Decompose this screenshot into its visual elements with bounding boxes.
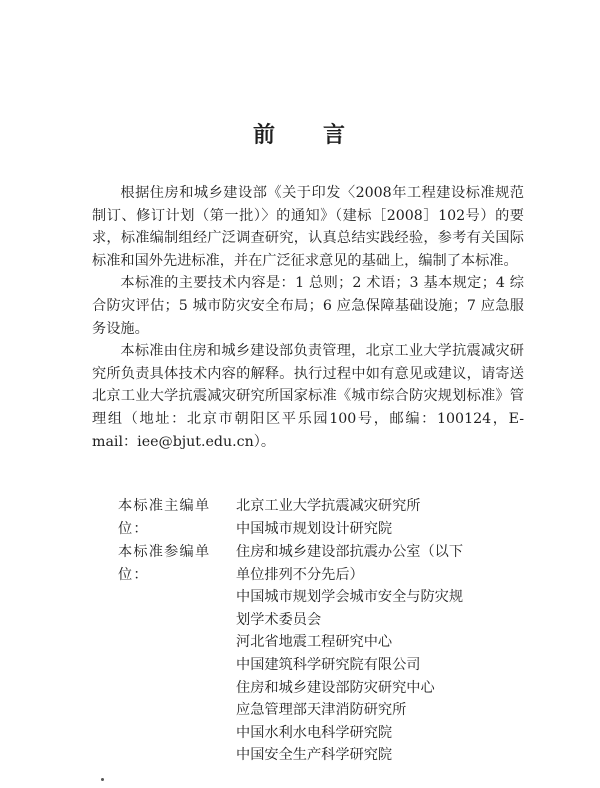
- chief-unit-item: 中国城市规划设计研究院: [236, 520, 393, 537]
- participating-unit-item: 应急管理部天津消防研究所: [236, 702, 407, 719]
- participating-unit-item: 中国水利水电科学研究院: [236, 724, 393, 741]
- title-char-left: 前: [252, 122, 277, 148]
- participating-units-label: 本标准参编单位：: [118, 544, 211, 583]
- participating-unit-item: 中国建筑科学研究院有限公司: [236, 656, 421, 673]
- paragraph-management: 本标准由住房和城乡建设部负责管理，北京工业大学抗震减灾研究所负责具体技术内容的解释。执行过程中如有意见或建议，请寄送北京工业大学抗震减灾研究所国家标准《城市综合防灾规划标准》管理组（地址：北京市朝阳区平乐园100号，邮编：100124，E-mail：iee@bjut.edu.cn）。: [92, 343, 524, 450]
- participating-unit-item: 单位排列不分先后）: [236, 566, 364, 583]
- participating-unit-item: 中国安全生产科学研究院: [236, 747, 393, 764]
- title-char-right: 言: [323, 122, 348, 148]
- chief-units-section: [92, 495, 532, 540]
- participating-unit-item: 住房和城乡建设部防灾研究中心: [236, 679, 435, 696]
- participating-unit-item: 划学术委员会: [236, 611, 322, 628]
- participating-unit-item: 住房和城乡建设部抗震办公室（以下: [236, 544, 464, 560]
- participating-units-section: [92, 541, 532, 767]
- chief-units-label: 本标准主编单位：: [118, 498, 211, 537]
- chief-unit-item: 北京工业大学抗震减灾研究所: [236, 498, 421, 514]
- scan-speck: [101, 778, 104, 781]
- paragraph-contents: 本标准的主要技术内容是：1 总则；2 术语；3 基本规定；4 综合防灾评估；5 城市防灾安全布局；6 应急保障基础设施；7 应急服务设施。: [92, 275, 524, 337]
- participating-unit-item: 中国城市规划学会城市安全与防灾规: [236, 589, 464, 606]
- paragraph-background: 根据住房和城乡建设部《关于印发〈2008年工程建设标准规范制订、修订计划（第一批）〉的通知》（建标［2008］102号）的要求，标准编制组经广泛调查研究，认真总结实践经验，参考有关国际标准和国外先进标准，并在广泛征求意见的基础上，编制了本标准。: [92, 185, 524, 269]
- preface-body: [92, 182, 524, 453]
- page-title: [0, 118, 600, 149]
- participating-unit-item: 河北省地震工程研究中心: [236, 634, 393, 651]
